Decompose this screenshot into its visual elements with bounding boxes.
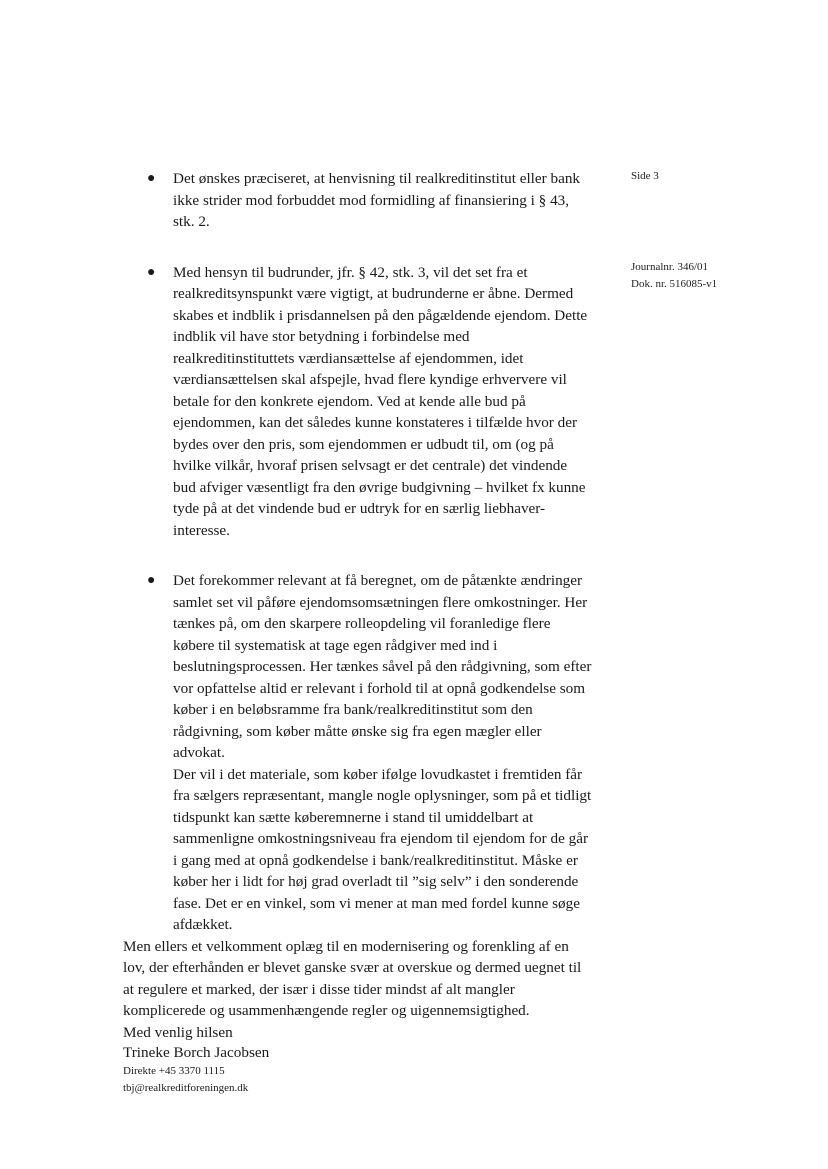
email-address: tbj@realkreditforeningen.dk: [123, 1082, 249, 1094]
signer-name: Trineke Borch Jacobsen: [123, 1044, 270, 1061]
list-item: [123, 570, 593, 764]
bullet-icon: ●: [147, 573, 156, 588]
journal-number: Journalnr. 346/01: [631, 261, 708, 273]
bullet-icon: ●: [147, 171, 156, 186]
document-number: Dok. nr. 516085-v1: [631, 278, 718, 290]
letter-body: [123, 168, 593, 1097]
list-item-text: Det ønskes præciseret, at henvisning til realkreditinstitut eller bank ikke strider mod forbuddet mod formidling af finansiering i § 43, stk. 2.: [173, 170, 581, 230]
list-item-continuation: Der vil i det materiale, som køber ifølge lovudkastet i fremtiden får fra sælgers repræsentant, mangle nogle oplysninger, som på et tidligt tidspunkt kan sætte køberemnerne i stand til umiddelbart at sammenligne omkostningsniveau fra ejendom til ejendom for de går i gang med at opnå godkendelse i bank/realkreditinstitut. Måske er køber her i lidt for høj grad overladt til ”sig selv” i den sonderende fase. Det er en vinkel, som vi mener at man med fordel kunne søge afdækket.: [173, 765, 592, 933]
direct-phone: Direkte +45 3370 1115: [123, 1065, 225, 1077]
list-item: [123, 262, 593, 542]
closing-paragraph: Men ellers et velkomment oplæg til en modernisering og forenkling af en lov, der efterhånden er blevet ganske svær at overskue og dermed uegnet til at regulere et marked, der især i disse tider mindst af alt mangler komplicerede og usammenhængende regler og uigennemsigtighed.: [123, 937, 582, 1019]
bullet-icon: ●: [147, 264, 156, 280]
list-item-text: Med hensyn til budrunder, jfr. § 42, stk. 3, vil det set fra et realkreditsynspunkt være vigtigt, at budrunderne er åbne. Dermed skabes et indblik i prisdannelsen på den pågældende ejendom. Dette indblik vil have stor betydning i forbindelse med realkreditinstituttets værdiansættelse af ejendommen, idet værdiansættelsen skal afspejle, hvad flere kyndige erhververe vil betale for den konkrete ejendom. Ved at kende alle bud på ejendommen, kan det således kunne konstateres i tilfælde hvor der bydes over den pris, som ejendommen er udbudt til, om (og på hvilke vilkår, hvoraf prisen selvsagt er det centrale) det vindende bud afviger væsentligt fra den øvrige budgivning – hvilket fx kunne tyde på at det vindende bud er udtryk for en særlig liebhaver-interesse.: [173, 263, 588, 539]
list-item: [123, 168, 593, 233]
greeting: Med venlig hilsen: [123, 1023, 233, 1041]
signature-block: [123, 1043, 593, 1097]
list-item-text: Det forekommer relevant at få beregnet, om de påtænkte ændringer samlet set vil påføre ejendomsomsætningen flere omkostninger. Her tænkes på, om den skarpere rolleopdeling vil foranledige flere købere til systematisk at tage egen rådgiver med ind i beslutningsprocessen. Her tænkes såvel på den rådgivning, som efter vor opfattelse altid er relevant i forhold til at opnå godkendelse som køber i en beløbsramme fra bank/realkreditinstitut som den rådgivning, som køber måtte ønske sig fra egen mægler eller advokat.: [173, 572, 592, 761]
page-number: Side 3: [631, 170, 659, 182]
document-reference: [631, 259, 717, 293]
